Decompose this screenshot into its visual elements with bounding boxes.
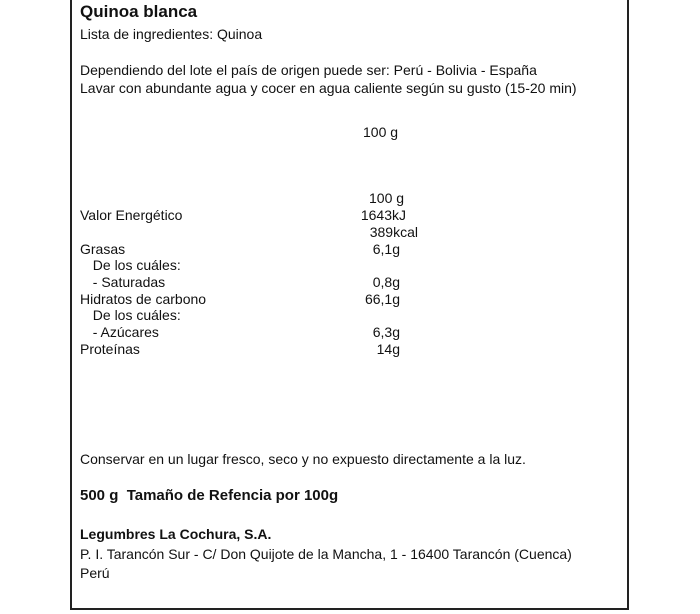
nutrition-value-saturated: 0,8g	[372, 274, 400, 290]
nutrition-label-protein: Proteínas	[80, 341, 140, 357]
nutrition-label-energy: Valor Energético	[80, 207, 183, 223]
nutrition-value-carbs: 66,1g	[364, 291, 400, 307]
nutrition-header-top: 100 g	[363, 124, 399, 140]
product-title: Quinoa blanca	[80, 2, 198, 21]
company-country: Perú	[80, 565, 110, 581]
nutrition-value-sugars: 6,3g	[372, 324, 400, 340]
ingredients-text: Lista de ingredientes: Quinoa	[80, 26, 263, 42]
nutrition-label-of-which-2: De los cuáles:	[85, 307, 181, 323]
nutrition-value-protein: 14g	[376, 341, 400, 357]
nutrition-value-energy-kj: 1643kJ	[360, 207, 406, 223]
preparation-text: Lavar con abundante agua y cocer en agua caliente según su gusto (15-20 min)	[80, 80, 577, 96]
company-name: Legumbres La Cochura, S.A.	[80, 526, 272, 542]
origin-text: Dependiendo del lote el país de origen puede ser: Perú - Bolivia - España	[80, 62, 537, 78]
company-address: P. I. Tarancón Sur - C/ Don Quijote de la Mancha, 1 - 16400 Tarancón (Cuenca)	[80, 546, 572, 562]
nutrition-value-fat: 6,1g	[372, 241, 400, 257]
nutrition-label-carbs: Hidratos de carbono	[80, 291, 207, 307]
storage-text: Conservar en un lugar fresco, seco y no expuesto directamente a la luz.	[80, 451, 526, 467]
nutrition-header: 100 g	[369, 190, 405, 206]
nutrition-label-sugars: - Azúcares	[85, 324, 159, 340]
nutrition-label-of-which: De los cuáles:	[85, 257, 181, 273]
nutrition-label-fat: Grasas	[80, 241, 126, 257]
size-text: 500 g Tamaño de Refencia por 100g	[80, 487, 339, 504]
nutrition-label-saturated: - Saturadas	[85, 274, 166, 290]
nutrition-value-energy-kcal: 389kcal	[369, 224, 418, 240]
